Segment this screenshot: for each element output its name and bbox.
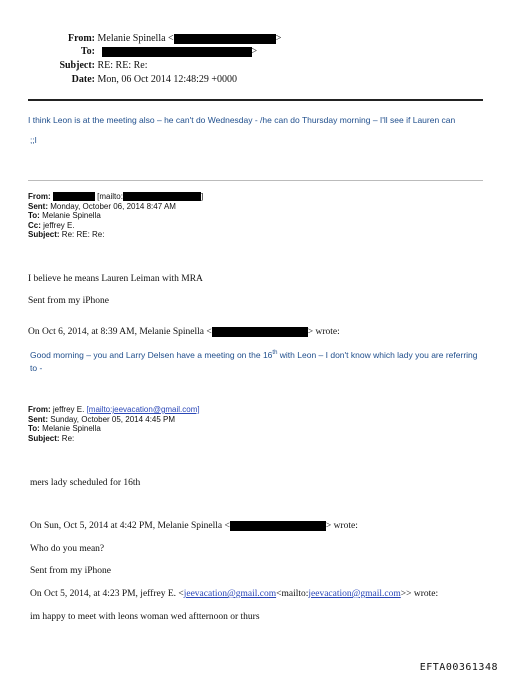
header-from-line: From: Melanie Spinella < > (67, 33, 282, 44)
msg4-body: Who do you mean? (30, 544, 105, 554)
redaction-block (123, 192, 201, 201)
msg3-body: mers lady scheduled for 16th (30, 478, 141, 488)
redaction-block (230, 521, 326, 531)
header-to-line: To: > (80, 46, 258, 57)
redaction-block (53, 192, 95, 201)
header-subject-line: Subject: RE: RE: Re: (59, 60, 148, 71)
redaction-block (212, 327, 308, 337)
msg2-signature: Sent from my iPhone (28, 296, 110, 306)
redaction-block (102, 47, 252, 57)
msg5-mailto-link[interactable]: jeevacation@gmail.com (308, 589, 401, 599)
msg3-sent-line: Sent: Sunday, October 05, 2014 4:45 PM (28, 414, 176, 424)
msg2-sent-line: Sent: Monday, October 06, 2014 8:47 AM (28, 201, 176, 211)
msg2-body: I believe he means Lauren Leiman with MRA (28, 274, 203, 284)
header-date-line: Date: Mon, 06 Oct 2014 12:48:29 +0000 (71, 74, 238, 85)
redaction-block (174, 34, 276, 44)
reply-divider (28, 180, 483, 181)
msg2-quoted-text: Good morning – you and Larry Delsen have a meeting on the 16th with Leon – I don't know which lady you are referring (30, 350, 478, 360)
bates-number: EFTA00361348 (419, 662, 498, 673)
msg3-subject-line: Subject: Re: (28, 433, 75, 443)
header-divider (28, 99, 483, 101)
reply-signature: ;;l (30, 135, 37, 145)
msg5-intro: On Oct 5, 2014, at 4:23 PM, jeffrey E. <jeevacation@gmail.com<mailto:jeevacation@gmail.com>> wrote: (30, 589, 439, 599)
msg2-cc-line: Cc: jeffrey E. (28, 220, 75, 230)
msg4-signature: Sent from my iPhone (30, 566, 112, 576)
reply-text: I think Leon is at the meeting also – he can't do Wednesday - /he can do Thursday morning – I'll see if Lauren can (28, 115, 456, 125)
msg3-header (28, 405, 200, 443)
msg2-to-line: To: Melanie Spinella (28, 211, 101, 220)
msg2-quoted-text-cont: to - (30, 363, 43, 373)
msg3-mailto-link[interactable]: [mailto:jeevacation@gmail.com] (86, 405, 200, 414)
msg3-from-line: From: jeffrey E. [mailto:jeevacation@gmail.com] (28, 405, 200, 414)
msg2-from-line: From: [mailto: ] (28, 192, 204, 201)
msg5-email-link[interactable]: jeevacation@gmail.com (183, 589, 277, 599)
msg4-intro: On Sun, Oct 5, 2014 at 4:42 PM, Melanie Spinella < > wrote: (30, 521, 358, 532)
msg5-body: im happy to meet with leons woman wed aftternoon or thurs (30, 612, 260, 622)
msg2-quote-intro: On Oct 6, 2014, at 8:39 AM, Melanie Spinella < > wrote: (28, 327, 340, 338)
msg2-subject-line: Subject: Re: RE: Re: (28, 230, 105, 239)
msg2-header (28, 192, 203, 240)
msg3-to-line: To: Melanie Spinella (28, 424, 101, 433)
